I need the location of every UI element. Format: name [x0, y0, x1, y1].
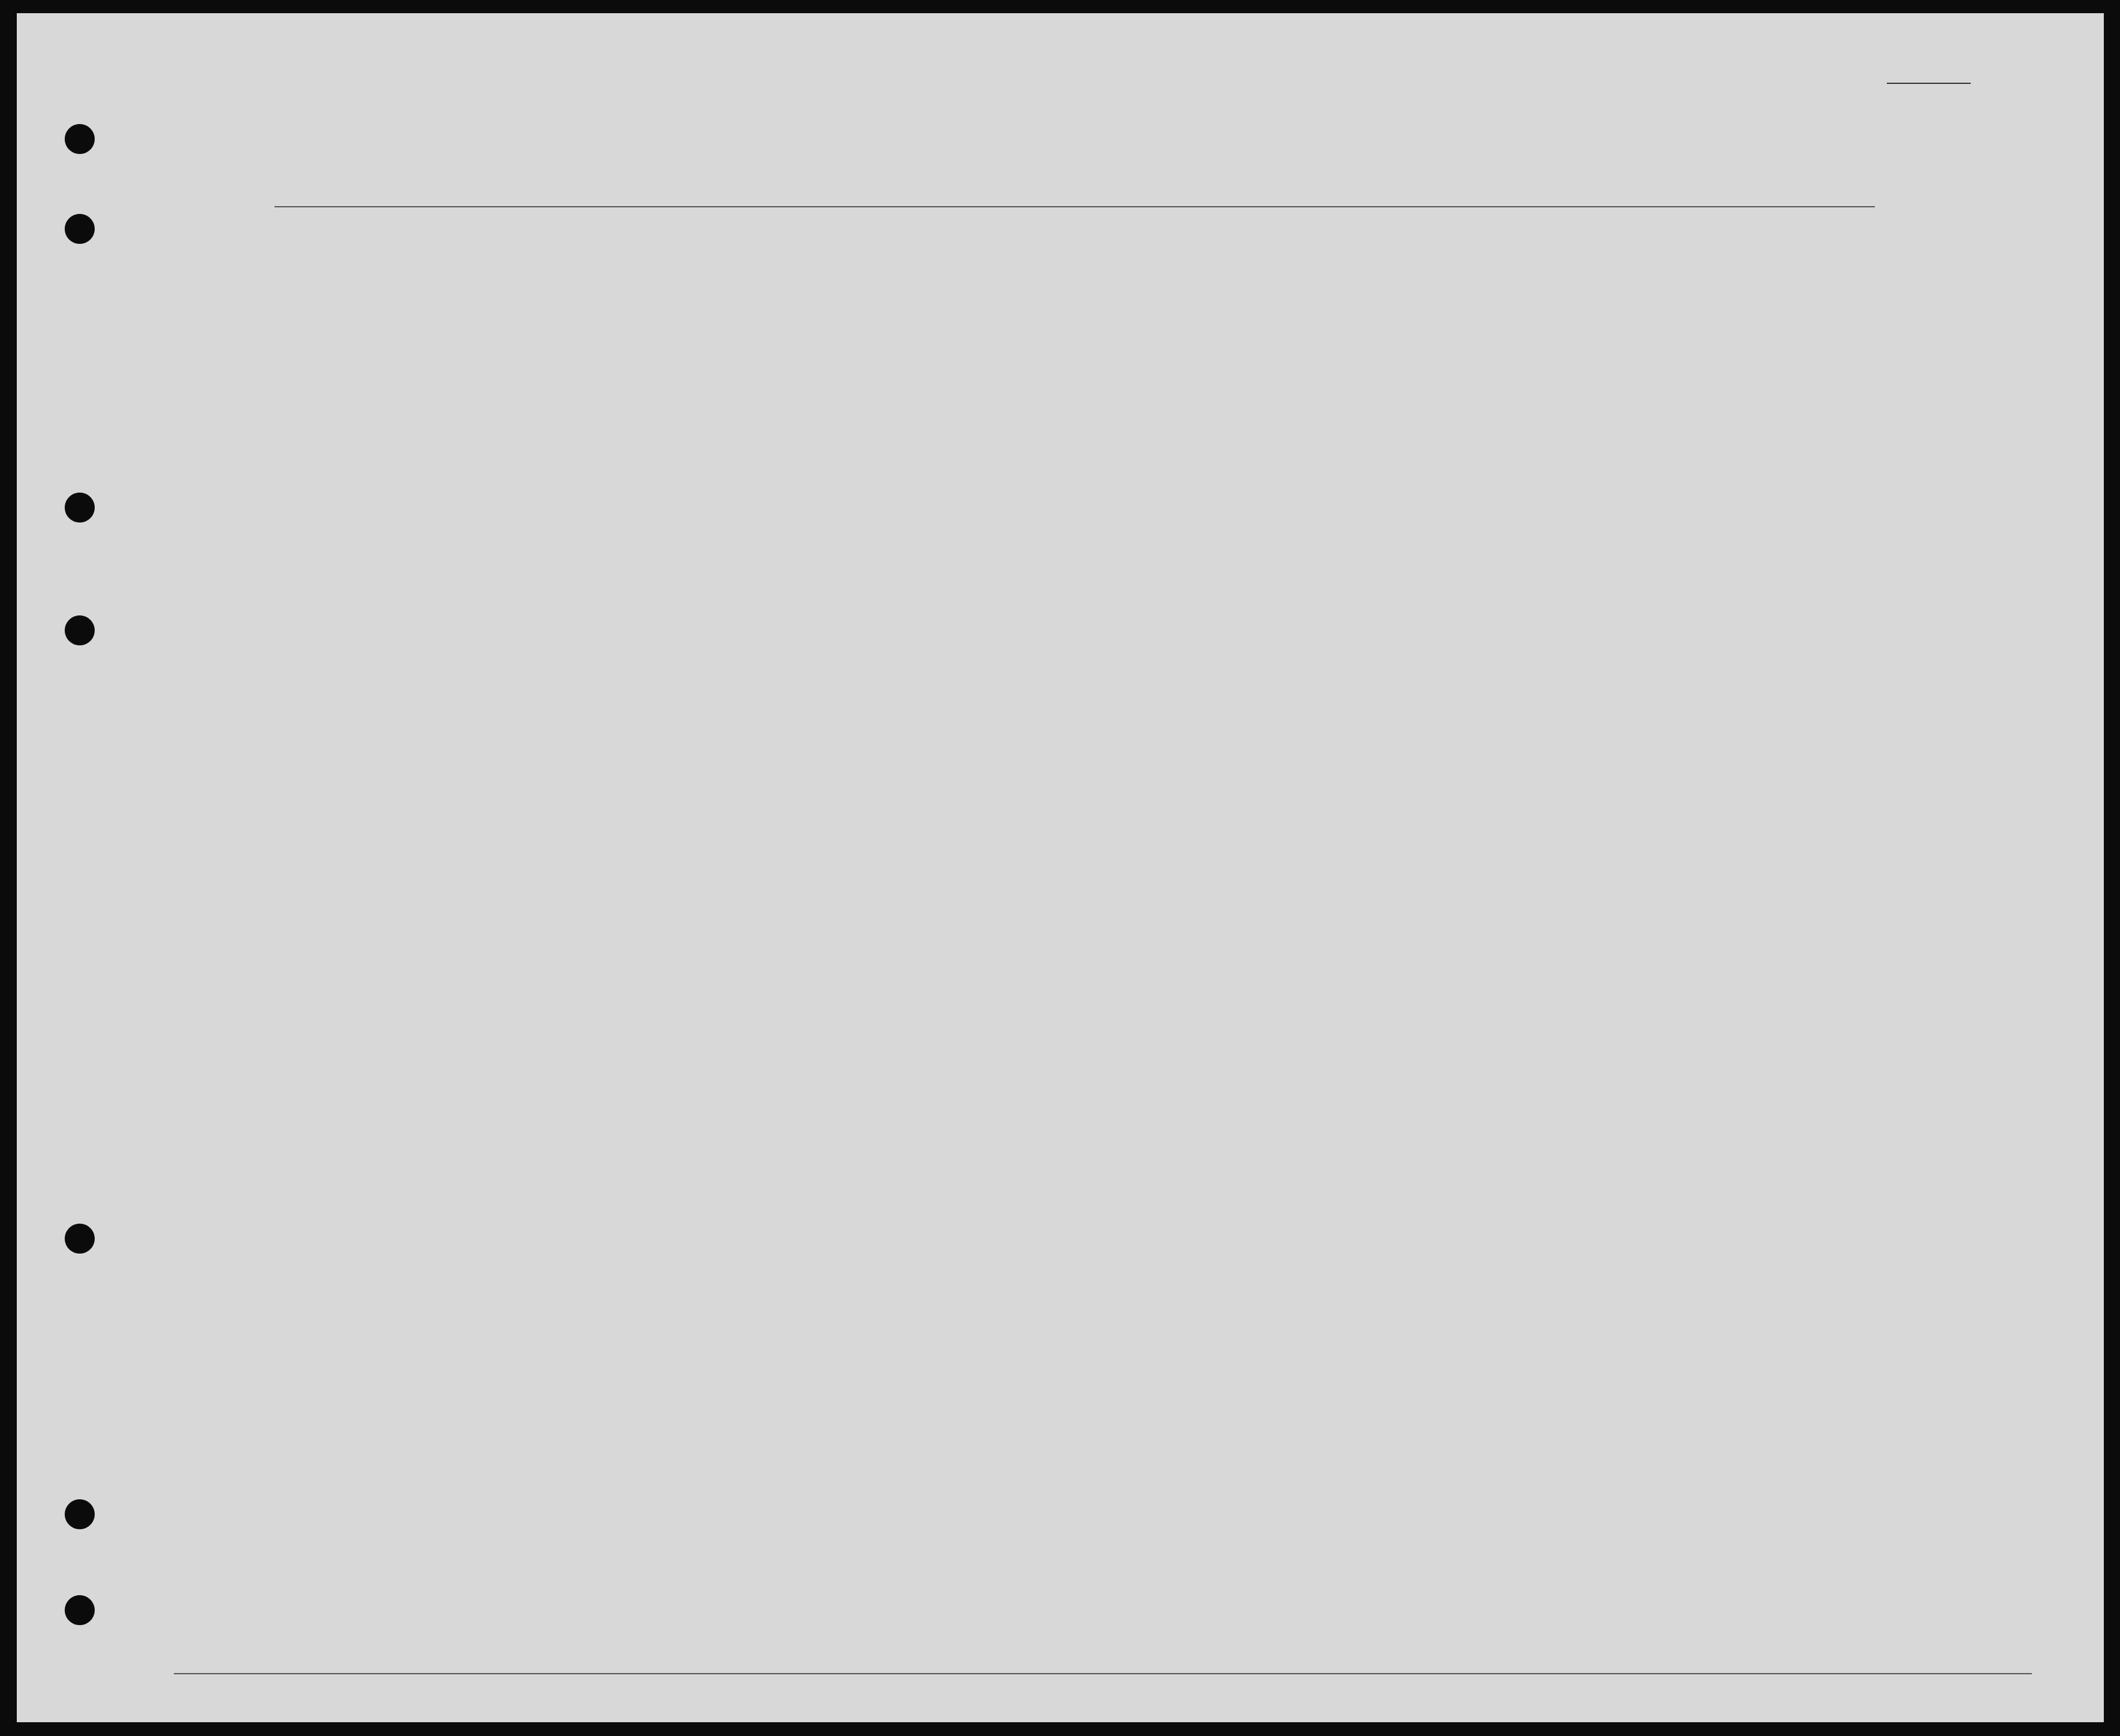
manifest-sheet [17, 13, 2104, 1722]
manifest-grid [17, 13, 2104, 1722]
footer-line [174, 1673, 2032, 1674]
